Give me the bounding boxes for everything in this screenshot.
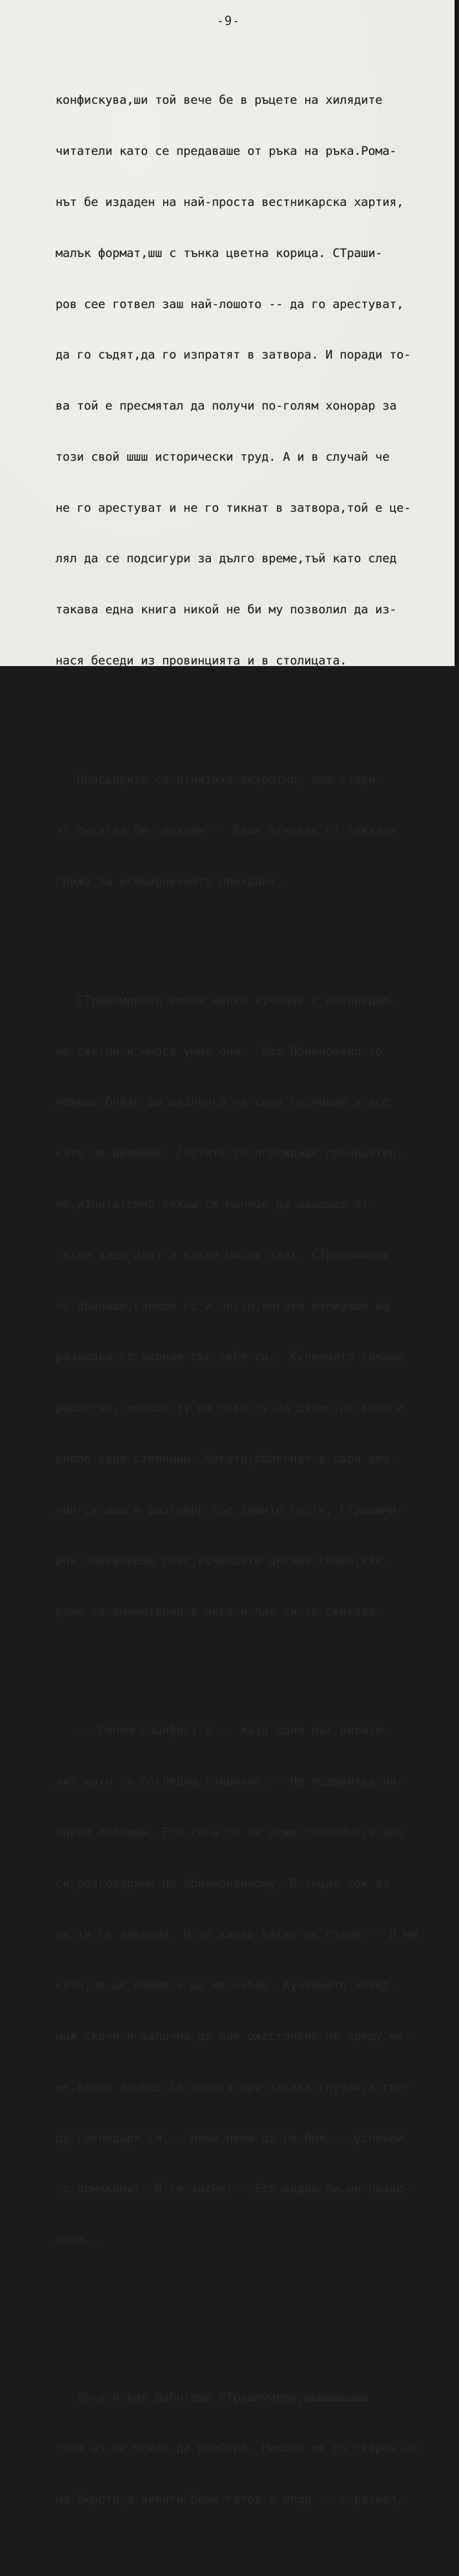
text-line: не,както изобщо се полага при такива случаи,а сре- [56, 2080, 411, 2094]
text-line: лява... [56, 2233, 105, 2247]
text-line: такава една книга никой не би му позволил да из- [56, 603, 397, 617]
text-line: разходка,го водеше със себе си. Кученцето тичаше [56, 1350, 404, 1364]
text-line: този свой шшш исторически труд. А и в случай че [56, 450, 390, 464]
paragraph [56, 1688, 456, 2283]
text-line: не го арестуват и не го тикнат в затвора,той е це- [56, 501, 411, 515]
text-line: лят като го погледна гальовно.-- Не позволява ни- [56, 1775, 404, 1789]
text-line: нът бе издаден на най-проста вестникарска хартия, [56, 195, 404, 209]
paragraph [56, 959, 456, 1655]
paragraph-gap [56, 2317, 456, 2321]
paragraph [56, 2355, 456, 2542]
text-line: СТрашимирови имаха малко кученце с извъредно- [56, 993, 397, 1007]
text-line: ят писател бе спокоен -- беше отърван от тежката [56, 823, 397, 838]
typed-text-body [56, 24, 456, 2576]
text-line: си разговаряме по обикновенному. В същия ток аз [56, 1876, 390, 1891]
text-line: читатели като се предаваше от ръка на ръка.Рома- [56, 144, 397, 159]
paragraph [56, 58, 456, 704]
text-line: но,изпитателно сякаш се мъчеше да шшшшшшш от- [56, 1197, 376, 1211]
text-line: наж скочи и започна да лае ожесточено не срещу ме- [56, 2029, 411, 2044]
text-line: ров сее готвел заш най-лошото -- да го арестуват, [56, 297, 404, 311]
text-line: го обичаше,галеше го и често,когато излизаше на [56, 1299, 390, 1313]
text-line: лонг,в шшш в разговор със своите гости, СТрашими- [56, 1503, 404, 1517]
text-line: -- Голям пацифист е -- каза един път писате- [56, 1723, 390, 1738]
text-line: конфискува,ши той вече бе в ръцете на хилядите [56, 93, 382, 108]
text-line: това аз не можах да разбера. Никога не го сварих на [56, 2441, 418, 2456]
text-line: да го съдят,да го изпратят в затвора. И поради то- [56, 348, 411, 362]
text-line: около своя стопанин. Когато,облегнат в своя шез- [56, 1451, 397, 1466]
paragraph [56, 738, 456, 925]
text-line: на бюрото,а винаги беше готов с нещо -- с разказ, [56, 2492, 404, 2507]
text-line: лял да се подсигури за дълго време,тъй като след [56, 552, 397, 566]
text-line: като че дремеше. Гостите то оглеждаше проницател- [56, 1146, 404, 1161]
text-line: го домакинът. И се засмя:-- Ето,видиш ли,не позво- [56, 2182, 411, 2196]
text-line: каза,че ще вземе и ще ме набие. Кученцето извед- [56, 1978, 397, 1993]
page-number: -9- [216, 14, 240, 28]
text-line: малък формат,шш с тънка цветна корица. СТраши- [56, 246, 382, 260]
text-line: ще ти се закания. И ще видиш какво ще стане.-- И ми [56, 1927, 418, 1942]
text-line: раше се внимателно в него и пак си се свиваше. [56, 1605, 382, 1619]
text-line: Пласьорите се отчитаха акуратно, шшш стари- [56, 773, 382, 787]
text-line: грижа за всекидневната прехрана. [56, 874, 283, 889]
text-line: какви побоища. Ето,сега то си лежи спокойно,а ние [56, 1825, 404, 1839]
text-line: гатне защо идат и какви мисли таят. СТрашимиров [56, 1248, 390, 1262]
text-line: ва той е пресмятал да получи по-голям хонорар за [56, 399, 397, 414]
text-line: нася беседи из провинцията и в столицата. [56, 653, 347, 668]
text-line: но светли и много умни очи. Шшш Обикновено то [56, 1044, 382, 1058]
text-line: радостно, минаше ту на ляво,ту на дясно,но винаги [56, 1401, 404, 1415]
text-line: ров повишавеше глас,кученцето дигаше глава,взи- [56, 1554, 390, 1568]
text-line: лежеше близо до шезлонга на своя господар и все [56, 1095, 390, 1110]
text-line: щу господаря си.-- Няма,няма да го бия -- успокои [56, 2131, 404, 2145]
text-line: Кога и как работеше СТрашимиров,шшшшшшшшш [56, 2390, 369, 2404]
